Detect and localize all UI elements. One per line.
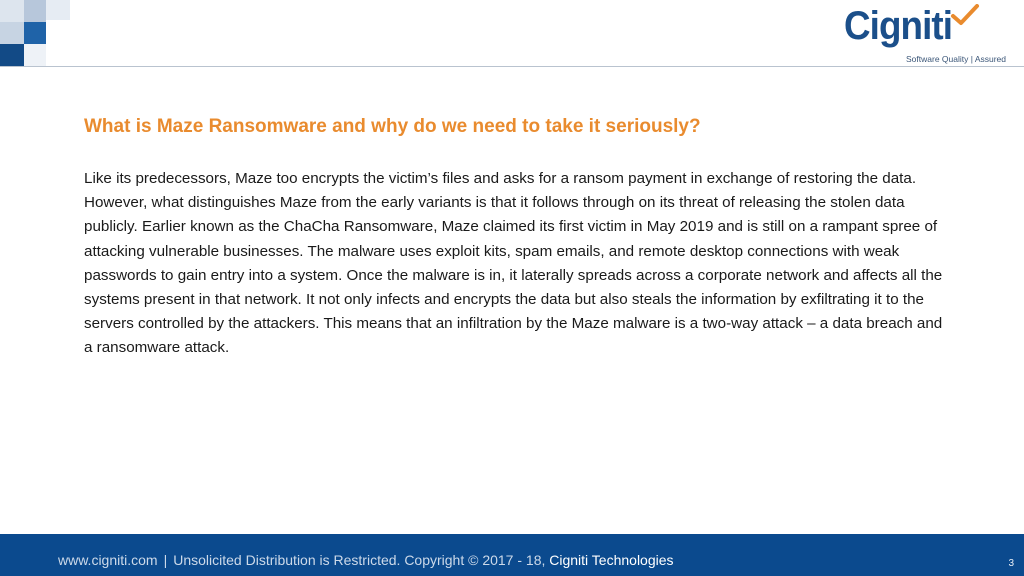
footer-company: Cigniti Technologies (549, 552, 674, 568)
header-divider (0, 66, 1024, 67)
checkmark-icon (950, 4, 980, 26)
cigniti-logo (838, 4, 1010, 66)
logo-tagline: Software Quality | Assured (906, 54, 1007, 64)
footer-text (58, 552, 674, 568)
slide-body-text: Like its predecessors, Maze too encrypts the victim’s files and asks for a ransom payment in exchange of restoring the data. However, what distinguishes Maze from the early variants is that it follows through on its threat of releasing the stolen data publicly. Earlier known as the ChaCha Ransomware, Maze claimed its first victim in May 2019 and is still on a rampant spree of attacking vulnerable businesses. The malware uses exploit kits, spam emails, and remote desktop connections with weak passwords to gain entry into a system. Once the malware is in, it laterally spreads across a corporate network and affects all the systems present in that network. It not only infects and encrypts the data but also steals the information by exfiltrating it to the servers controlled by the attackers. This means that an infiltration by the Maze malware is a two-way attack – a data breach and a ransomware attack. (84, 170, 943, 357)
footer-bar (0, 534, 1024, 576)
logo-wordmark: Cigniti (844, 4, 953, 48)
slide-title: What is Maze Ransomware and why do we need to take it seriously? (84, 116, 701, 137)
footer-separator: | (163, 552, 168, 568)
page-number: 3 (1008, 558, 1014, 569)
corner-decoration (0, 0, 80, 68)
footer-website-link[interactable]: www.cigniti.com (58, 552, 158, 568)
footer-notice: Unsolicited Distribution is Restricted. Copyright © 2017 - 18, (173, 552, 550, 568)
